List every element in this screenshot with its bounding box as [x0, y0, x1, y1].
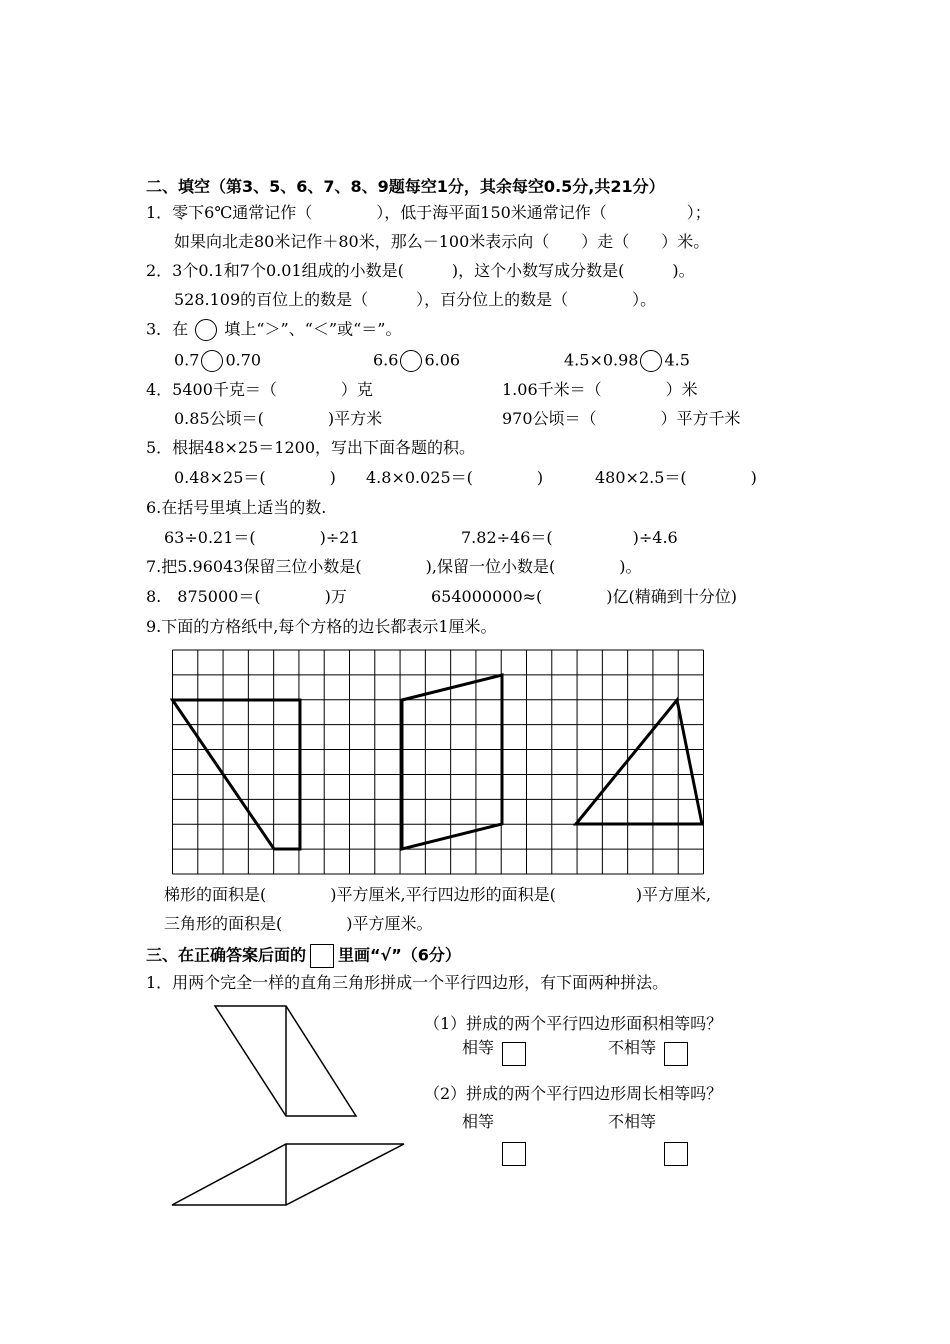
q3-item3-left: 4.5×0.98	[564, 350, 639, 370]
parallelogram-wide	[172, 1144, 404, 1205]
q3-item3-right: 4.5	[664, 350, 690, 370]
q5-a: 0.48×25＝( )	[174, 468, 336, 487]
compare-circle-icon[interactable]	[640, 350, 662, 372]
subq1-no-label: 不相等	[608, 1038, 657, 1057]
q5-line1: 5．根据48×25＝1200，写出下面各题的积。	[146, 438, 476, 457]
q9-answer-line2: 三角形的面积是( )平方厘米。	[164, 914, 433, 933]
q4-a: 4．5400千克＝（ ）克	[146, 380, 373, 399]
q4-c: 0.85公顷＝( )平方米	[174, 409, 383, 428]
grid-paper	[170, 648, 706, 876]
q4-b: 1.06千米＝（ ）米	[502, 380, 698, 399]
parallelogram-shape	[402, 675, 502, 849]
q7: 7.把5.96043保留三位小数是( ),保留一位小数是( )。	[146, 557, 642, 576]
q9-answer-line1: 梯形的面积是( )平方厘米,平行四边形的面积是( )平方厘米,	[164, 885, 712, 904]
q3-text-b: 填上“＞”、“＜”或“＝”。	[224, 319, 402, 339]
compare-circle-icon[interactable]	[201, 350, 223, 372]
q8-a: 8. 875000＝( )万	[146, 587, 347, 606]
q3-text-a: 3．在	[146, 319, 189, 339]
subq2-yes-label: 相等	[462, 1112, 495, 1131]
q3-item1	[174, 350, 261, 372]
subq1-no-checkbox[interactable]	[664, 1042, 688, 1066]
q9: 9.下面的方格纸中,每个方格的边长都表示1厘米。	[146, 617, 497, 636]
checkbox-icon	[310, 944, 334, 968]
section3-title-b: 里画“√”（6分）	[338, 945, 461, 965]
q2-line2: 528.109的百位上的数是（ ），百分位上的数是（ ）。	[174, 290, 657, 309]
subq1: （1）拼成的两个平行四边形面积相等吗？	[424, 1014, 723, 1033]
compare-circle-icon	[195, 319, 217, 341]
q1-line2: 如果向北走80米记作＋80米，那么－100米表示向（ ）走（ ）米。	[174, 232, 710, 251]
q6-b: 7.82÷46＝( )÷4.6	[461, 528, 678, 547]
q3-item3	[564, 350, 690, 372]
subq2: （2）拼成的两个平行四边形周长相等吗？	[424, 1084, 723, 1103]
q3-item2	[373, 350, 460, 372]
section3-q1: 1．用两个完全一样的直角三角形拼成一个平行四边形，有下面两种拼法。	[146, 973, 669, 992]
q8-b: 654000000≈( )亿(精确到十分位)	[431, 587, 737, 606]
q2-line1: 2．3个0.1和7个0.01组成的小数是( )，这个小数写成分数是( )。	[146, 261, 695, 280]
q3-item1-right: 0.70	[225, 350, 262, 370]
q5-c: 480×2.5＝( )	[595, 468, 757, 487]
triangle-shape	[576, 700, 702, 824]
q1-line1: 1．零下6℃通常记作（ ），低于海平面150米通常记作（ ）；	[146, 203, 711, 222]
subq1-yes-label: 相等	[462, 1038, 495, 1057]
q3-item2-right: 6.06	[424, 350, 461, 370]
q3-item2-left: 6.6	[373, 350, 399, 370]
compare-circle-icon[interactable]	[400, 350, 422, 372]
parallelogram-diagrams	[170, 1000, 406, 1210]
section2-title: 二、填空（第3、5、6、7、8、9题每空1分，其余每空0.5分,共21分）	[146, 177, 665, 196]
q3-item1-left: 0.7	[174, 350, 200, 370]
section3-title	[146, 944, 461, 968]
q5-b: 4.8×0.025＝( )	[366, 468, 544, 487]
subq1-yes-checkbox[interactable]	[502, 1042, 526, 1066]
subq2-no-label: 不相等	[608, 1112, 657, 1131]
section3-title-a: 三、在正确答案后面的	[146, 945, 307, 965]
subq2-no-checkbox[interactable]	[664, 1142, 688, 1166]
q6-a: 63÷0.21＝( )÷21	[164, 528, 360, 547]
q4-d: 970公顷＝（ ）平方千米	[502, 409, 741, 428]
q3-line1	[146, 319, 401, 341]
q6-line1: 6.在括号里填上适当的数.	[146, 498, 327, 517]
subq2-yes-checkbox[interactable]	[502, 1142, 526, 1166]
